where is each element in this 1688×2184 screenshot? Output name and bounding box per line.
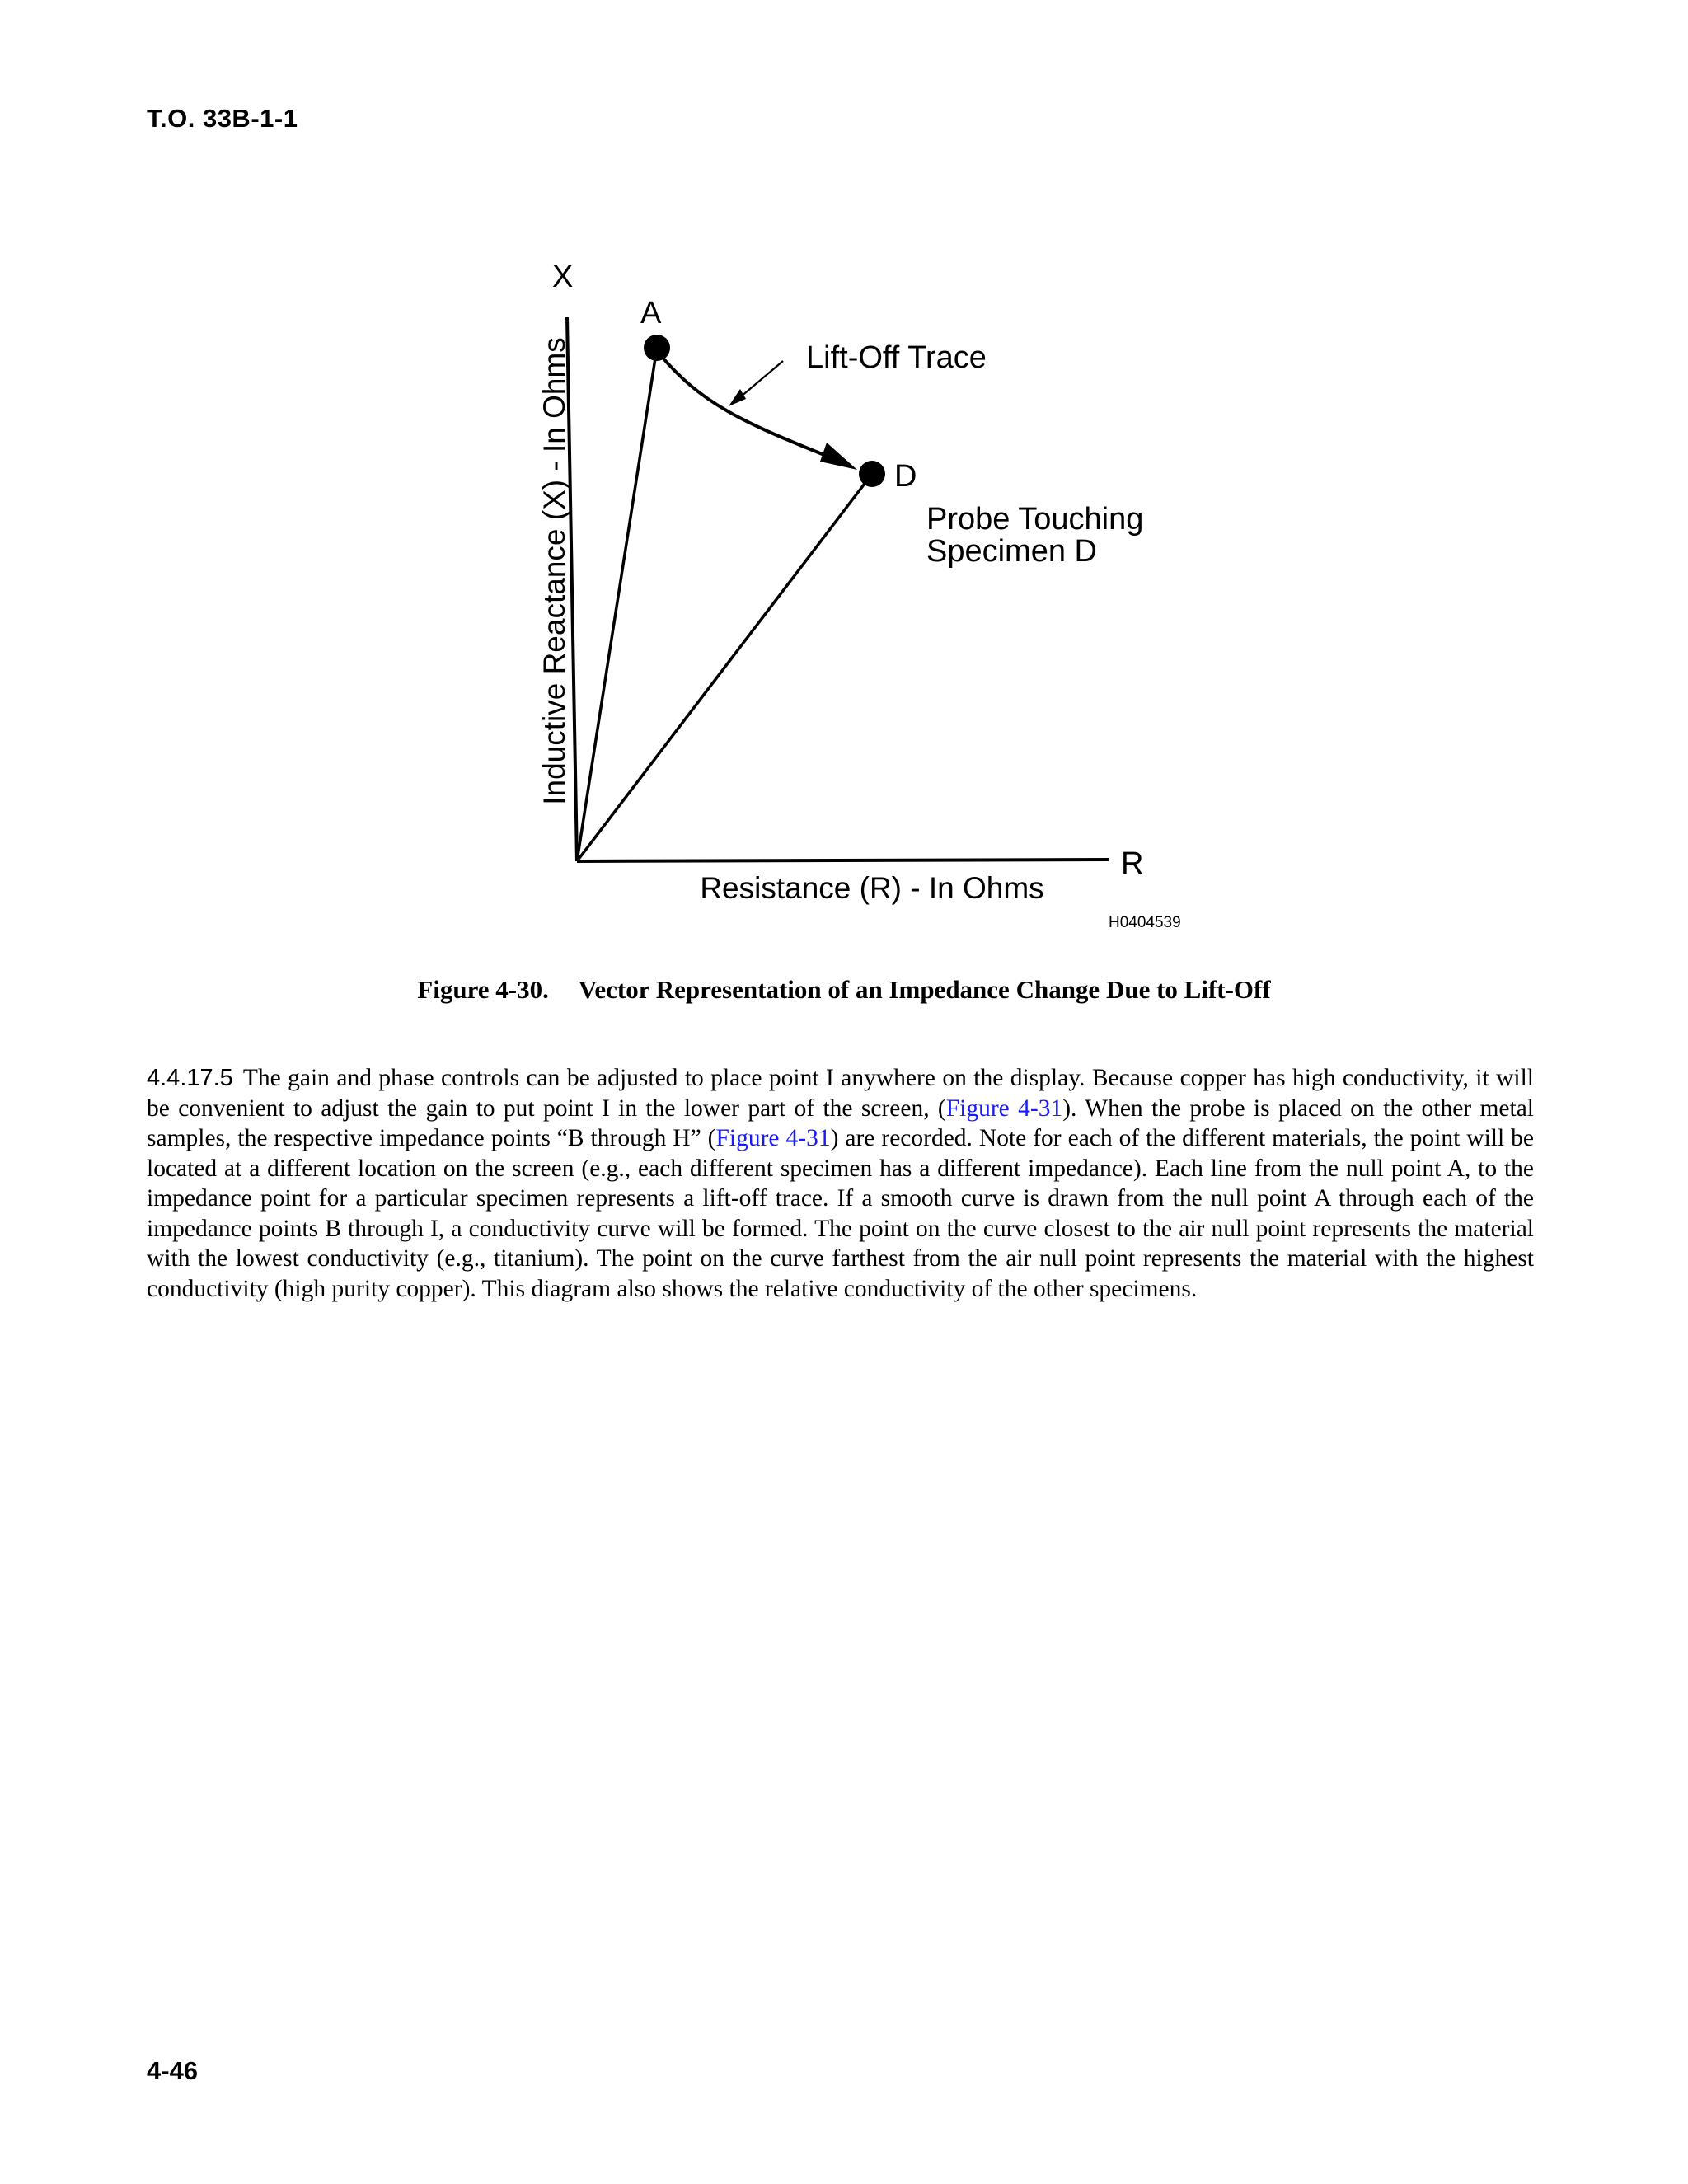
impedance-vector-diagram	[0, 0, 1688, 964]
point-a-label: A	[640, 296, 662, 330]
figure-caption	[0, 975, 1688, 1005]
x-axis-line	[577, 860, 1109, 861]
axis-r-letter: R	[1121, 846, 1144, 881]
specimen-d-label: Specimen D	[926, 534, 1097, 569]
x-axis-label: Resistance (R) - In Ohms	[700, 871, 1044, 905]
lift-off-trace-label: Lift-Off Trace	[806, 340, 987, 375]
y-axis-label: Inductive Reactance (X) - In Ohms	[537, 337, 571, 805]
drawing-id: H0404539	[1109, 914, 1181, 931]
paragraph-text-1: The gain and phase controls can be adjusted to place point I anywhere on the display. Because copper has high conductivity, it will be convenient to adjust the gain to put point I in the lower part of the screen, (	[147, 1065, 1534, 1122]
body-paragraph	[147, 1063, 1534, 1304]
axis-x-letter: X	[552, 260, 574, 294]
paragraph-text-3: ) are recorded. Note for each of the different materials, the point will be located at a different location on the screen (e.g., each different specimen has a different impedance). Each line from the null point A, to the impedance point for a particular specimen represents a lift-off trace. If a smooth curve is drawn from the null point A through each of the impedance points B through I, a conductivity curve will be formed. The point on the curve closest to the air null point represents the material with the lowest conductivity (e.g., titanium). The point on the curve farthest from the air null point represents the material with the highest conductivity (high purity copper). This diagram also shows the relative conductivity of the other specimens.	[147, 1125, 1534, 1302]
figure-number: Figure 4-30.	[417, 975, 549, 1004]
lift-off-pointer-arrowhead	[729, 389, 746, 406]
page-number: 4-46	[147, 2056, 199, 2085]
vector-origin-to-d	[577, 474, 872, 861]
document-id: T.O. 33B-1-1	[147, 104, 298, 133]
figure-link-2[interactable]: Figure 4-31	[715, 1125, 831, 1151]
point-d-label: D	[894, 459, 917, 494]
paragraph-number: 4.4.17.5	[147, 1065, 233, 1091]
figure-title: Vector Representation of an Impedance Change Due to Lift-Off	[578, 975, 1271, 1004]
probe-touching-label: Probe Touching	[926, 502, 1144, 537]
figure-link-1[interactable]: Figure 4-31	[945, 1094, 1063, 1122]
point-a-dot	[644, 335, 670, 361]
lift-off-trace-arrowhead	[820, 443, 857, 470]
vector-origin-to-a	[577, 348, 657, 861]
point-d-dot	[859, 461, 885, 487]
paragraph-text-2: ). When the probe is placed on the other metal samples, the respective impedance points “B through H” (	[147, 1094, 1535, 1151]
lift-off-pointer-line	[740, 361, 783, 397]
